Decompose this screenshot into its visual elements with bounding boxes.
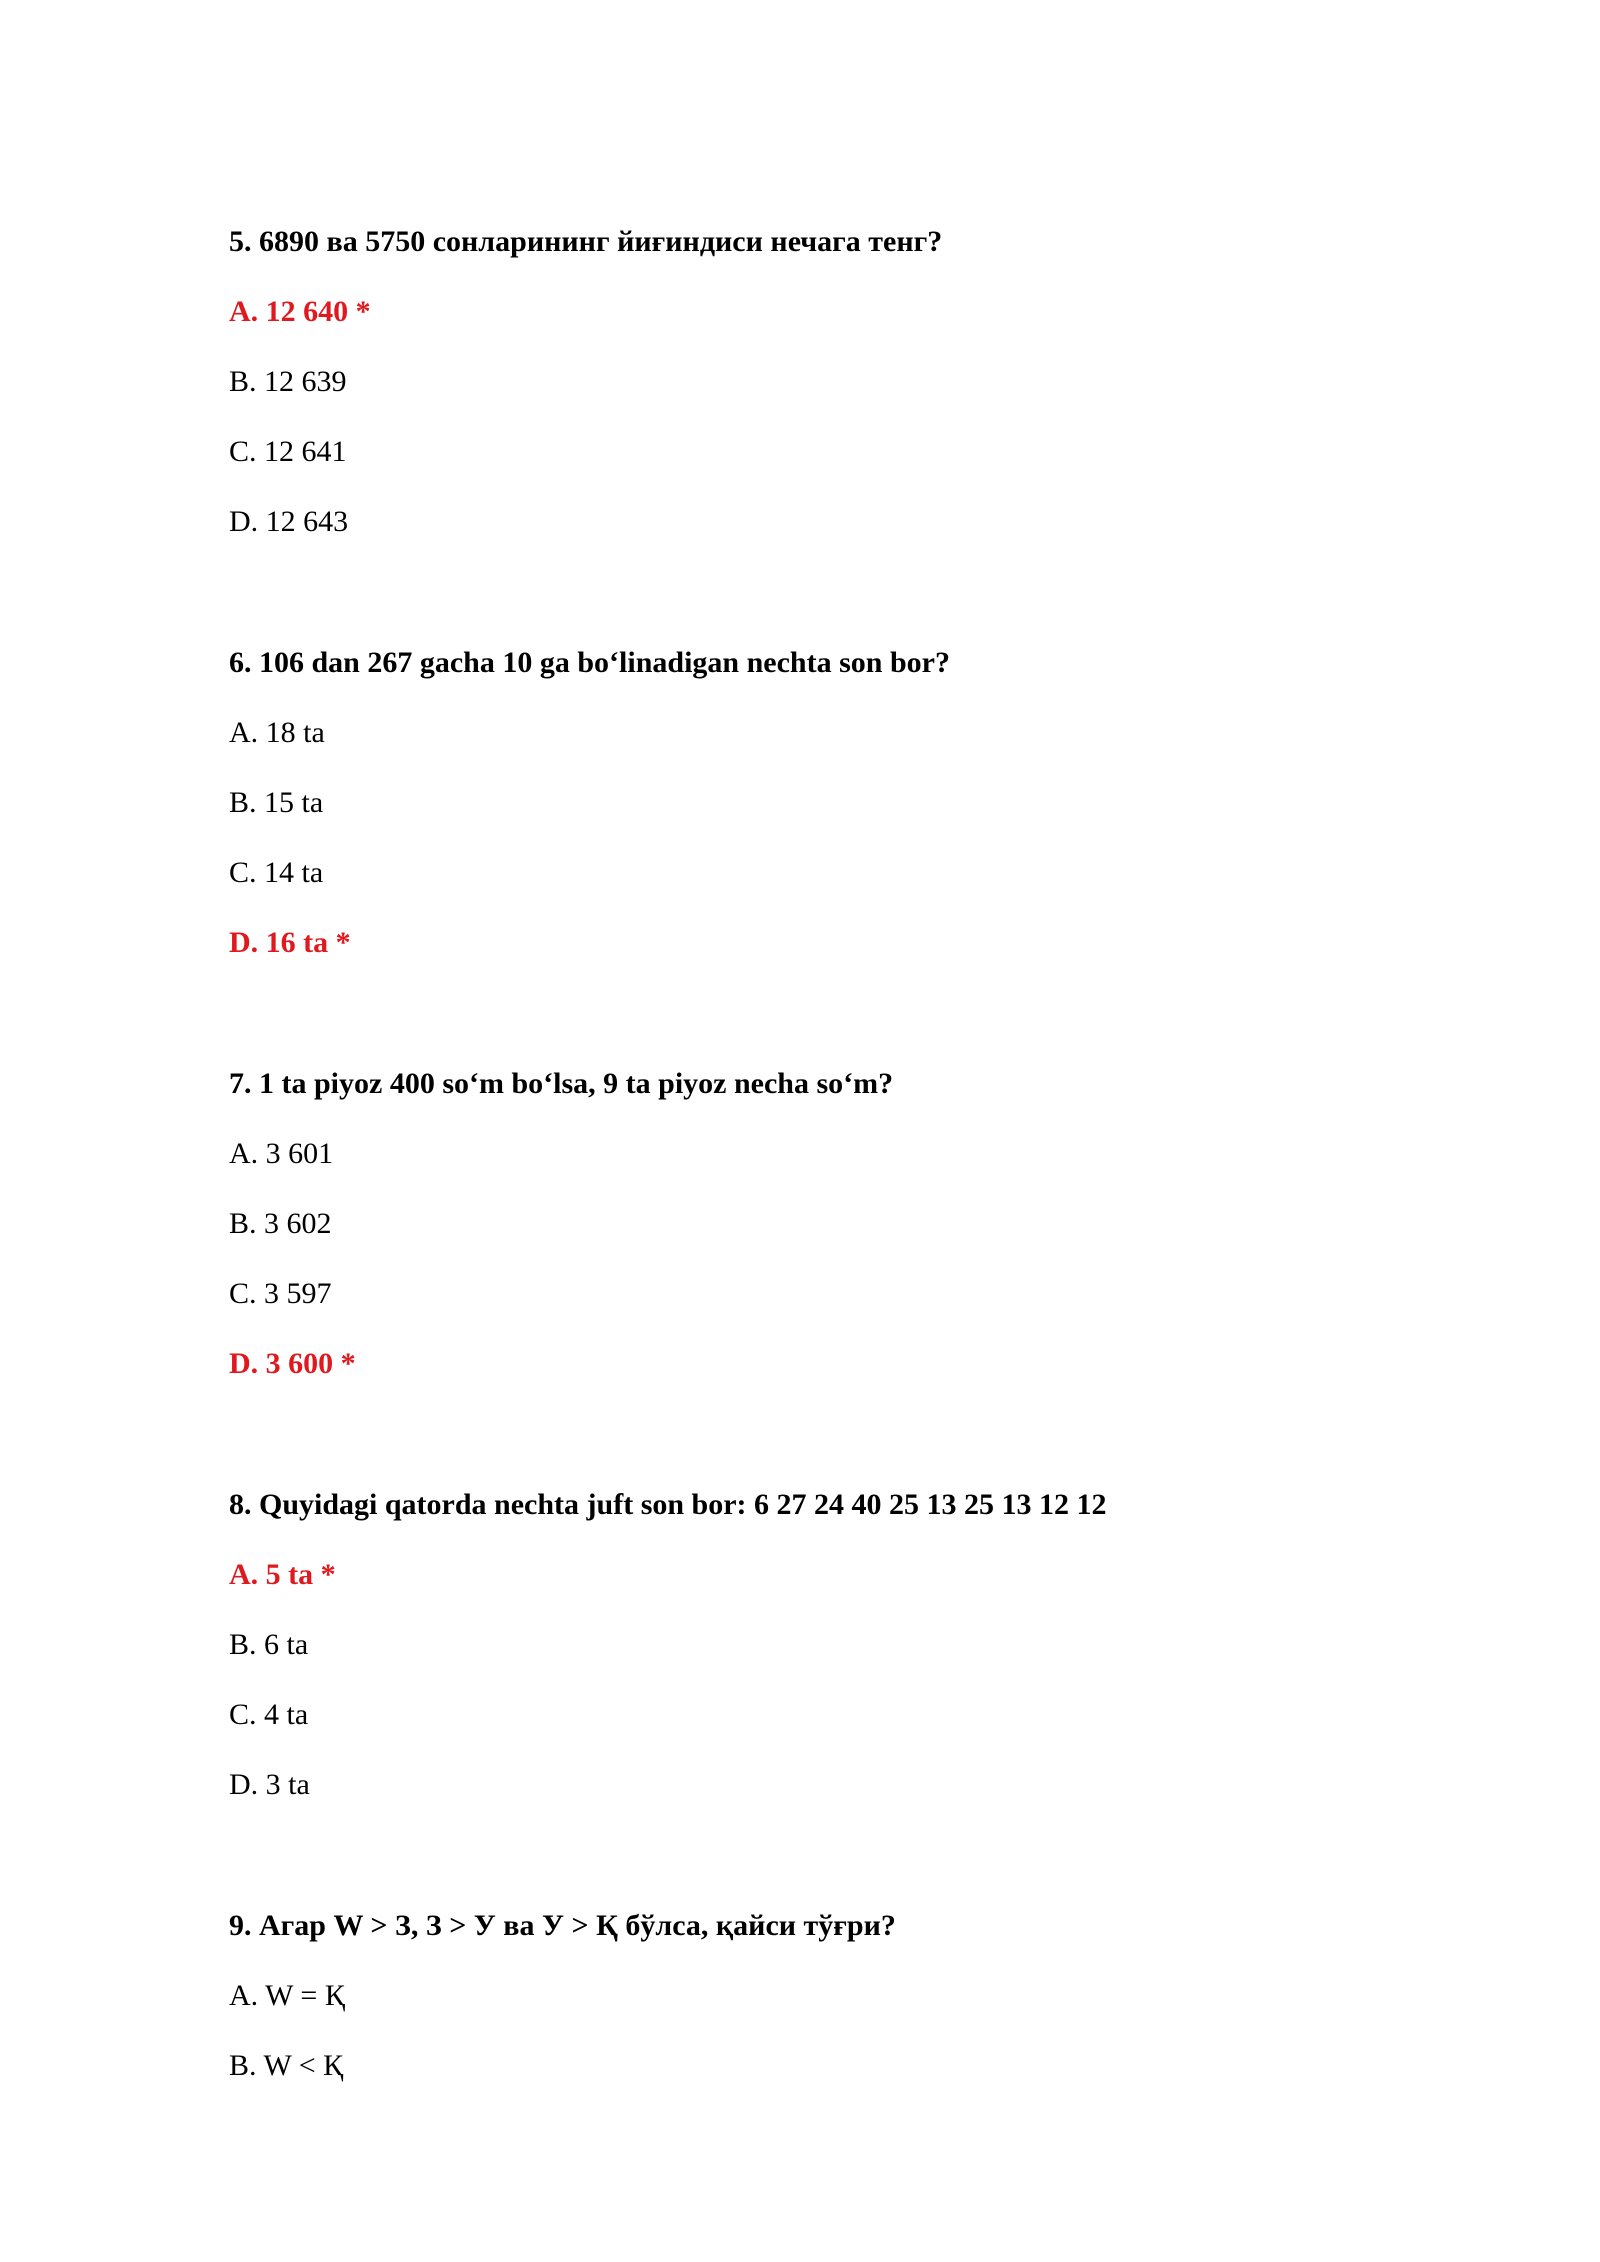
question-9-text: 9. Агар W > З, З > У ва У > Қ бўлса, қайси тўғри? bbox=[229, 1909, 896, 1942]
question-6-option-a: A. 18 ta bbox=[229, 716, 325, 749]
question-5-option-a: A. 12 640 * bbox=[229, 295, 371, 328]
question-7-option-d: D. 3 600 * bbox=[229, 1347, 356, 1380]
question-5-option-d: D. 12 643 bbox=[229, 505, 349, 538]
question-7-option-c: C. 3 597 bbox=[229, 1277, 332, 1310]
question-8-option-c: C. 4 ta bbox=[229, 1698, 309, 1731]
question-8-text: 8. Quyidagi qatorda nechta juft son bor: 6 27 24 40 25 13 25 13 12 12 bbox=[229, 1488, 1107, 1521]
question-9-option-b: B. W < Қ bbox=[229, 2049, 344, 2082]
question-6-text: 6. 106 dan 267 gacha 10 ga bo‘linadigan nechta son bor? bbox=[229, 646, 950, 679]
question-6-option-d: D. 16 ta * bbox=[229, 926, 351, 959]
question-5-option-b: B. 12 639 bbox=[229, 365, 347, 398]
question-6-option-c: C. 14 ta bbox=[229, 856, 324, 889]
question-8-option-b: B. 6 ta bbox=[229, 1628, 309, 1661]
question-5-option-c: C. 12 641 bbox=[229, 435, 347, 468]
question-7-text: 7. 1 ta piyoz 400 so‘m bo‘lsa, 9 ta piyoz necha so‘m? bbox=[229, 1067, 894, 1100]
question-8-option-d: D. 3 ta bbox=[229, 1768, 310, 1801]
question-9-option-a: A. W = Қ bbox=[229, 1979, 345, 2012]
question-7-option-b: B. 3 602 bbox=[229, 1207, 332, 1240]
question-5-text: 5. 6890 ва 5750 сонларининг йиғиндиси нечага тенг? bbox=[229, 225, 943, 258]
question-8-option-a: A. 5 ta * bbox=[229, 1558, 336, 1591]
question-6-option-b: B. 15 ta bbox=[229, 786, 324, 819]
question-7-option-a: A. 3 601 bbox=[229, 1137, 334, 1170]
